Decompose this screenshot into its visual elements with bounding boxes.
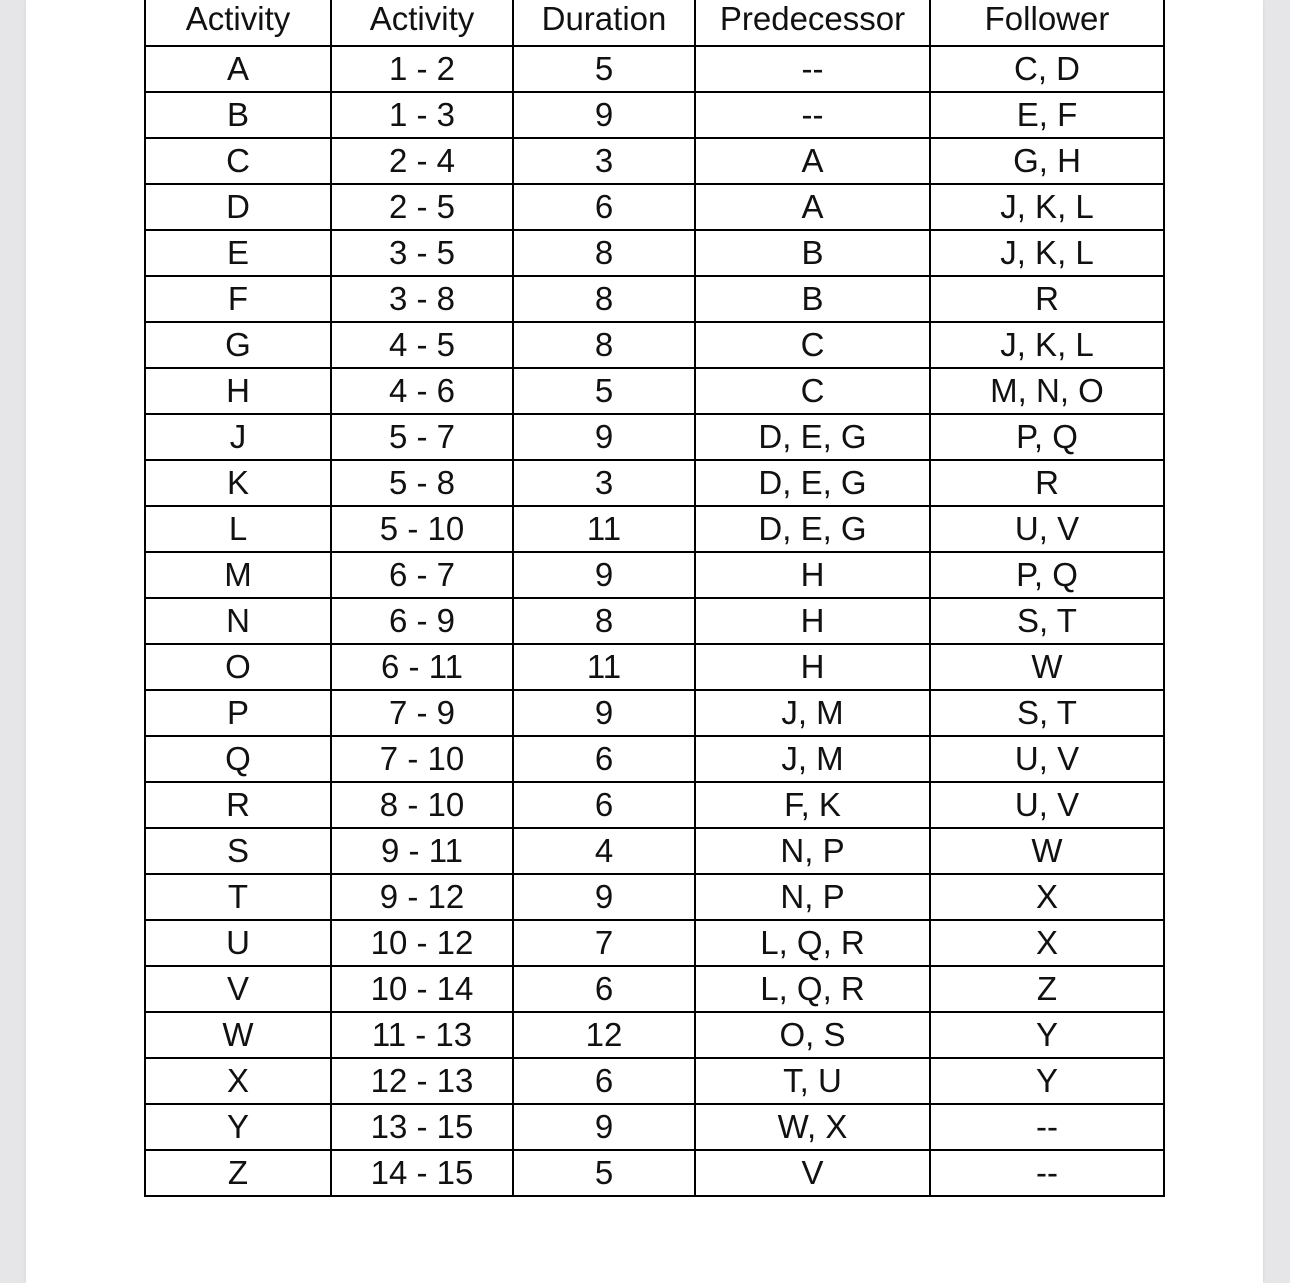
cell-activity-nodes: 9 - 11	[331, 828, 513, 874]
cell-predecessor: H	[695, 598, 930, 644]
table-row	[145, 920, 1164, 966]
cell-predecessor: F, K	[695, 782, 930, 828]
cell-activity: U	[145, 920, 331, 966]
cell-activity-nodes: 3 - 8	[331, 276, 513, 322]
cell-predecessor: L, Q, R	[695, 966, 930, 1012]
cell-duration: 6	[513, 736, 695, 782]
cell-duration: 5	[513, 368, 695, 414]
cell-activity: R	[145, 782, 331, 828]
table-row	[145, 322, 1164, 368]
cell-predecessor: D, E, G	[695, 414, 930, 460]
cell-activity: D	[145, 184, 331, 230]
table-row	[145, 1150, 1164, 1196]
cell-follower: J, K, L	[930, 322, 1164, 368]
table-row	[145, 1104, 1164, 1150]
table-row	[145, 184, 1164, 230]
cell-duration: 6	[513, 782, 695, 828]
header-predecessor: Predecessor	[695, 0, 930, 46]
cell-activity-nodes: 4 - 5	[331, 322, 513, 368]
cell-duration: 12	[513, 1012, 695, 1058]
cell-activity-nodes: 10 - 14	[331, 966, 513, 1012]
cell-follower: J, K, L	[930, 184, 1164, 230]
cell-activity-nodes: 2 - 4	[331, 138, 513, 184]
activity-table	[144, 0, 1165, 1197]
cell-duration: 7	[513, 920, 695, 966]
cell-predecessor: B	[695, 276, 930, 322]
cell-duration: 11	[513, 644, 695, 690]
cell-follower: U, V	[930, 736, 1164, 782]
cell-follower: Z	[930, 966, 1164, 1012]
cell-activity: K	[145, 460, 331, 506]
cell-predecessor: O, S	[695, 1012, 930, 1058]
cell-duration: 9	[513, 1104, 695, 1150]
table-row	[145, 414, 1164, 460]
cell-duration: 3	[513, 138, 695, 184]
cell-activity: A	[145, 46, 331, 92]
table-row	[145, 552, 1164, 598]
table-row	[145, 690, 1164, 736]
cell-duration: 8	[513, 230, 695, 276]
table-row	[145, 782, 1164, 828]
cell-predecessor: C	[695, 322, 930, 368]
cell-duration: 5	[513, 46, 695, 92]
table-row	[145, 874, 1164, 920]
cell-activity-nodes: 1 - 3	[331, 92, 513, 138]
table-row	[145, 598, 1164, 644]
cell-activity-nodes: 9 - 12	[331, 874, 513, 920]
cell-follower: J, K, L	[930, 230, 1164, 276]
cell-follower: R	[930, 276, 1164, 322]
cell-activity-nodes: 13 - 15	[331, 1104, 513, 1150]
cell-activity-nodes: 8 - 10	[331, 782, 513, 828]
table-row	[145, 644, 1164, 690]
cell-activity: H	[145, 368, 331, 414]
table-row	[145, 1012, 1164, 1058]
cell-follower: M, N, O	[930, 368, 1164, 414]
cell-activity-nodes: 5 - 7	[331, 414, 513, 460]
header-duration: Duration	[513, 0, 695, 46]
cell-activity-nodes: 5 - 10	[331, 506, 513, 552]
cell-activity: C	[145, 138, 331, 184]
cell-activity: J	[145, 414, 331, 460]
cell-follower: C, D	[930, 46, 1164, 92]
table-row	[145, 368, 1164, 414]
table-row	[145, 46, 1164, 92]
table-row	[145, 230, 1164, 276]
cell-duration: 9	[513, 92, 695, 138]
cell-activity: T	[145, 874, 331, 920]
cell-activity: S	[145, 828, 331, 874]
header-activity: Activity	[145, 0, 331, 46]
cell-activity-nodes: 4 - 6	[331, 368, 513, 414]
cell-duration: 8	[513, 598, 695, 644]
cell-predecessor: L, Q, R	[695, 920, 930, 966]
cell-activity-nodes: 5 - 8	[331, 460, 513, 506]
cell-activity: L	[145, 506, 331, 552]
cell-follower: P, Q	[930, 414, 1164, 460]
cell-follower: --	[930, 1150, 1164, 1196]
document-page	[26, 0, 1263, 1283]
cell-predecessor: B	[695, 230, 930, 276]
table-row	[145, 828, 1164, 874]
cell-duration: 3	[513, 460, 695, 506]
cell-duration: 6	[513, 184, 695, 230]
cell-activity: Z	[145, 1150, 331, 1196]
cell-activity-nodes: 11 - 13	[331, 1012, 513, 1058]
cell-activity: Q	[145, 736, 331, 782]
table-row	[145, 1058, 1164, 1104]
cell-activity-nodes: 14 - 15	[331, 1150, 513, 1196]
cell-activity: O	[145, 644, 331, 690]
cell-duration: 9	[513, 414, 695, 460]
cell-follower: R	[930, 460, 1164, 506]
cell-follower: Y	[930, 1012, 1164, 1058]
cell-activity-nodes: 10 - 12	[331, 920, 513, 966]
cell-predecessor: C	[695, 368, 930, 414]
cell-follower: X	[930, 920, 1164, 966]
cell-duration: 11	[513, 506, 695, 552]
cell-follower: E, F	[930, 92, 1164, 138]
header-follower: Follower	[930, 0, 1164, 46]
cell-activity: V	[145, 966, 331, 1012]
header-row	[145, 0, 1164, 46]
table-row	[145, 92, 1164, 138]
cell-follower: G, H	[930, 138, 1164, 184]
cell-follower: S, T	[930, 690, 1164, 736]
table-row	[145, 506, 1164, 552]
cell-follower: P, Q	[930, 552, 1164, 598]
table-row	[145, 138, 1164, 184]
cell-activity: G	[145, 322, 331, 368]
table-row	[145, 966, 1164, 1012]
cell-duration: 6	[513, 1058, 695, 1104]
cell-predecessor: --	[695, 46, 930, 92]
cell-predecessor: J, M	[695, 736, 930, 782]
cell-follower: Y	[930, 1058, 1164, 1104]
cell-activity: M	[145, 552, 331, 598]
cell-duration: 4	[513, 828, 695, 874]
cell-activity: F	[145, 276, 331, 322]
cell-duration: 9	[513, 874, 695, 920]
cell-activity: X	[145, 1058, 331, 1104]
cell-predecessor: D, E, G	[695, 460, 930, 506]
cell-activity: P	[145, 690, 331, 736]
cell-follower: --	[930, 1104, 1164, 1150]
cell-duration: 8	[513, 276, 695, 322]
table-row	[145, 276, 1164, 322]
cell-predecessor: A	[695, 184, 930, 230]
cell-predecessor: N, P	[695, 828, 930, 874]
table-body	[145, 46, 1164, 1196]
cell-activity-nodes: 3 - 5	[331, 230, 513, 276]
cell-activity-nodes: 1 - 2	[331, 46, 513, 92]
cell-predecessor: N, P	[695, 874, 930, 920]
cell-duration: 5	[513, 1150, 695, 1196]
cell-predecessor: H	[695, 644, 930, 690]
cell-follower: U, V	[930, 506, 1164, 552]
cell-activity: Y	[145, 1104, 331, 1150]
cell-predecessor: D, E, G	[695, 506, 930, 552]
table-row	[145, 460, 1164, 506]
cell-predecessor: T, U	[695, 1058, 930, 1104]
cell-activity-nodes: 6 - 11	[331, 644, 513, 690]
cell-predecessor: H	[695, 552, 930, 598]
header-activity-nodes: Activity	[331, 0, 513, 46]
cell-activity-nodes: 7 - 10	[331, 736, 513, 782]
cell-activity: E	[145, 230, 331, 276]
cell-activity: N	[145, 598, 331, 644]
cell-duration: 8	[513, 322, 695, 368]
cell-follower: U, V	[930, 782, 1164, 828]
cell-follower: W	[930, 644, 1164, 690]
cell-follower: W	[930, 828, 1164, 874]
cell-activity-nodes: 12 - 13	[331, 1058, 513, 1104]
table-row	[145, 736, 1164, 782]
cell-follower: S, T	[930, 598, 1164, 644]
cell-predecessor: J, M	[695, 690, 930, 736]
cell-follower: X	[930, 874, 1164, 920]
cell-duration: 6	[513, 966, 695, 1012]
cell-predecessor: V	[695, 1150, 930, 1196]
cell-activity: B	[145, 92, 331, 138]
cell-activity-nodes: 2 - 5	[331, 184, 513, 230]
cell-activity-nodes: 7 - 9	[331, 690, 513, 736]
cell-predecessor: A	[695, 138, 930, 184]
table-header	[145, 0, 1164, 46]
cell-duration: 9	[513, 690, 695, 736]
cell-activity-nodes: 6 - 9	[331, 598, 513, 644]
cell-activity: W	[145, 1012, 331, 1058]
cell-duration: 9	[513, 552, 695, 598]
cell-activity-nodes: 6 - 7	[331, 552, 513, 598]
cell-predecessor: W, X	[695, 1104, 930, 1150]
cell-predecessor: --	[695, 92, 930, 138]
